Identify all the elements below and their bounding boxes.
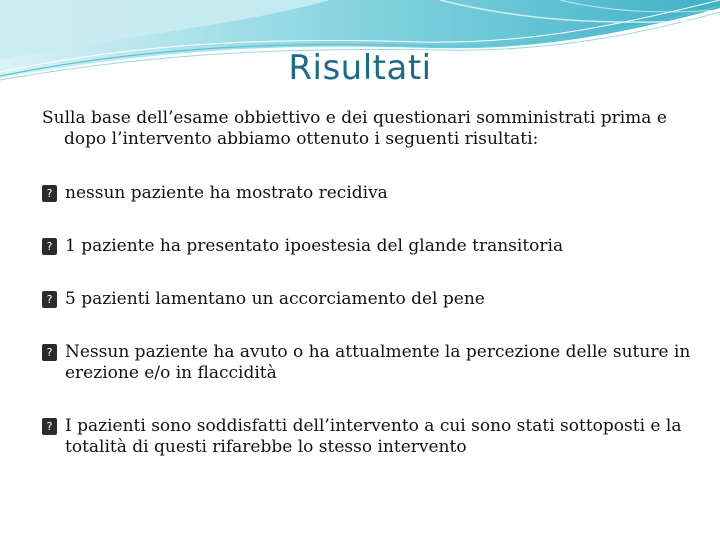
list-item-text: I pazienti sono soddisfatti dell’intervento a cui sono stati sottoposti e la totalità di questi rifarebbe lo stesso intervento [65, 416, 682, 457]
bullet-marker-icon: ? [42, 418, 57, 435]
slide-title: Risultati [288, 48, 432, 88]
list-item-text: Nessun paziente ha avuto o ha attualmente la percezione delle suture in erezione e/o in flaccidità [65, 342, 691, 383]
bullet-marker-icon: ? [42, 344, 57, 361]
list-item [42, 289, 692, 310]
list-item-text: 1 paziente ha presentato ipoestesia del glande transitoria [65, 236, 564, 256]
intro-paragraph: Sulla base dell’esame obbiettivo e dei questionari somministrati prima e dopo l’intervento abbiamo ottenuto i seguenti risultati: [42, 108, 667, 149]
list-item [42, 183, 692, 204]
bullet-marker-icon: ? [42, 291, 57, 308]
list-item [42, 236, 692, 257]
list-item-text: 5 pazienti lamentano un accorciamento del pene [65, 289, 485, 309]
bullet-marker-icon: ? [42, 238, 57, 255]
list-item-text: nessun paziente ha mostrato recidiva [65, 183, 388, 203]
bullet-marker-icon: ? [42, 185, 57, 202]
list-item [42, 416, 692, 458]
list-item [42, 342, 692, 384]
